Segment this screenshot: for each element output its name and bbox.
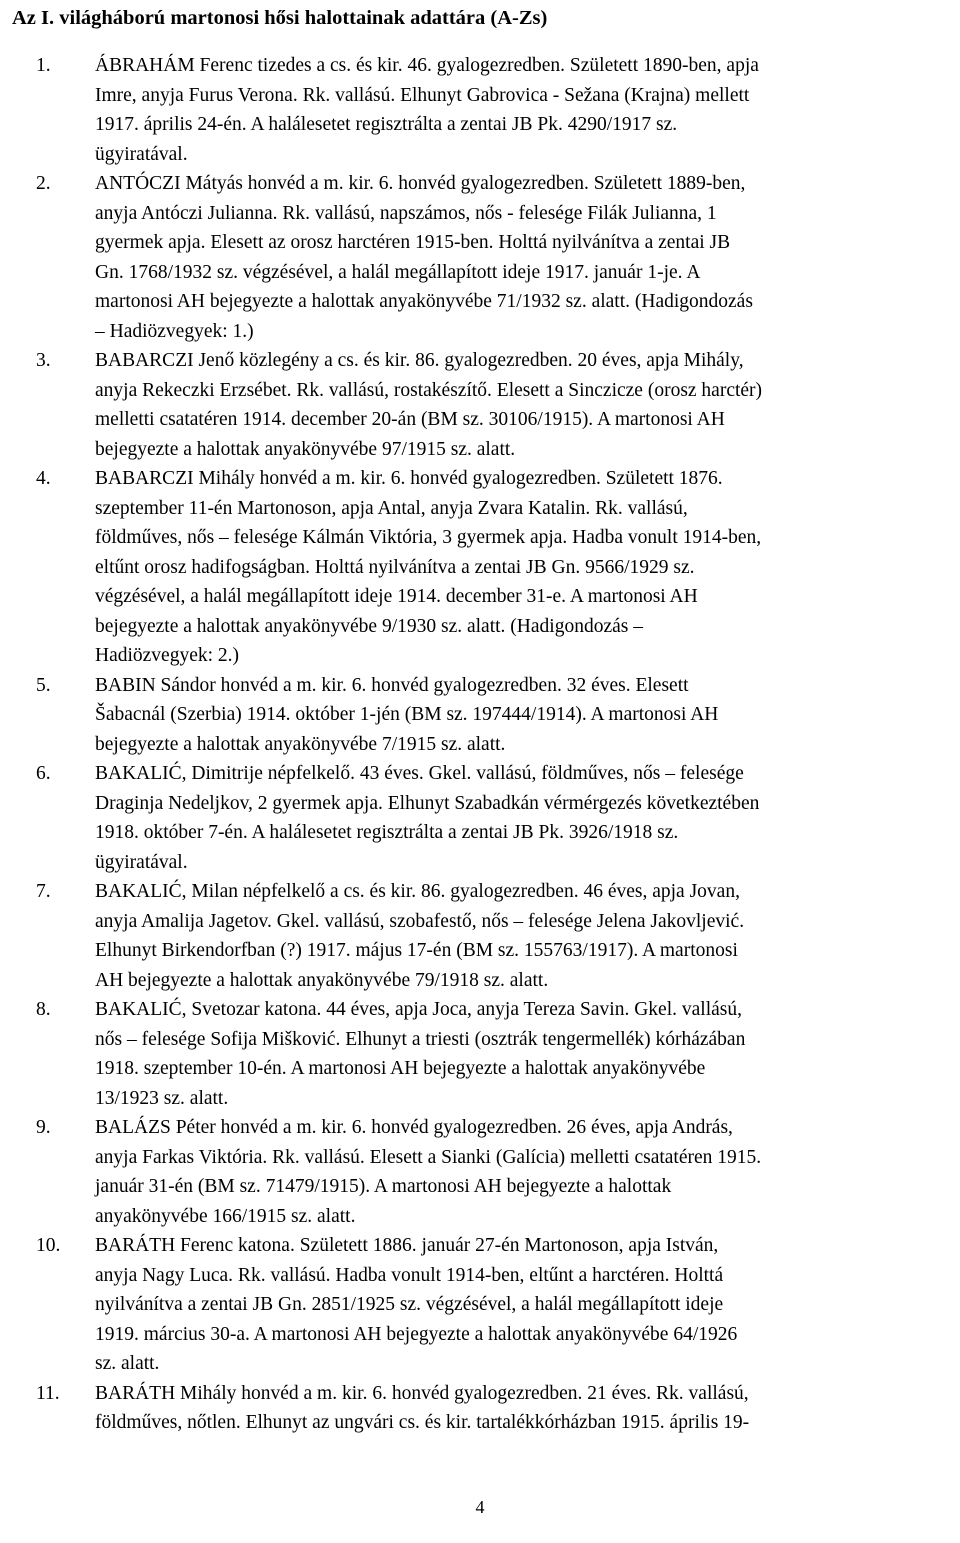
entry-text-line: anyja Farkas Viktória. Rk. vallású. Elesett a Sianki (Galícia) melletti csatatéren 1915. [95,1146,762,1168]
entry-text-line: nyilvánítva a zentai JB Gn. 2851/1925 sz. végzésével, a halál megállapított ideje [95,1294,724,1315]
entry-text-line: 1917. április 24-én. A halálesetet regisztrálta a zentai JB Pk. 4290/1917 sz. [95,114,678,135]
entry-text-line: bejegyezte a halottak anyakönyvébe 9/1930 sz. alatt. (Hadigondozás – [95,615,643,637]
entry-number: 4. [36,468,51,489]
entry-text-line: nős – felesége Sofija Mišković. Elhunyt a triesti (osztrák tengermellék) kórházában [95,1028,746,1050]
list-item [0,759,960,877]
list-item [0,1231,960,1379]
entry-text-line: anyja Rekeczki Erzsébet. Rk. vallású, rostakészítő. Elesett a Sinczicze (orosz harctér) [95,379,763,401]
entry-text-line: AH bejegyezte a halottak anyakönyvébe 79/1918 sz. alatt. [95,969,549,991]
page-title: Az I. világháború martonosi hősi halottainak adattára (A-Zs) [12,7,548,29]
entry-text-line: végzésével, a halál megállapított ideje 1914. december 31-e. A martonosi AH [95,586,698,607]
entry-text-line: ANTÓCZI Mátyás honvéd a m. kir. 6. honvéd gyalogezredben. Született 1889-ben, [95,173,746,194]
entry-text-line: bejegyezte a halottak anyakönyvébe 7/1915 sz. alatt. [95,733,506,755]
entry-number: 9. [36,1117,51,1138]
list-item [0,51,960,169]
entry-text-line: földműves, nős – felesége Kálmán Viktória, 3 gyermek apja. Hadba vonult 1914-ben, [95,527,762,548]
entry-text-line: 1919. március 30-a. A martonosi AH bejegyezte a halottak anyakönyvébe 64/1926 [95,1323,738,1345]
list-item [0,671,960,760]
entry-text-line: anyja Antóczi Julianna. Rk. vallású, napszámos, nős - felesége Filák Julianna, 1 [95,202,717,224]
list-item [0,1113,960,1231]
entry-text-line: BAKALIĆ, Svetozar katona. 44 éves, apja Joca, anyja Tereza Savin. Gkel. vallású, [95,999,742,1020]
entry-text-line: ügyiratával. [95,851,188,873]
list-item [0,877,960,995]
list-item [0,1379,960,1438]
entry-number: 2. [36,173,51,194]
list-item [0,346,960,464]
entry-number: 5. [36,674,51,696]
entry-text-line: – Hadiözvegyek: 1.) [95,320,254,342]
entry-text-line: BAKALIĆ, Dimitrije népfelkelő. 43 éves. Gkel. vallású, földműves, nős – felesége [95,763,744,784]
entry-text-line: BALÁZS Péter honvéd a m. kir. 6. honvéd gyalogezredben. 26 éves, apja András, [95,1117,733,1138]
entry-text-line: BABIN Sándor honvéd a m. kir. 6. honvéd gyalogezredben. 32 éves. Elesett [95,674,689,696]
entry-text-line: 1918. szeptember 10-én. A martonosi AH bejegyezte a halottak anyakönyvébe [95,1058,706,1079]
entry-text-line: ÁBRAHÁM Ferenc tizedes a cs. és kir. 46. gyalogezredben. Született 1890-ben, apja [95,55,759,76]
entry-text-line: Hadiözvegyek: 2.) [95,645,240,666]
entry-text-line: BABARCZI Jenő közlegény a cs. és kir. 86. gyalogezredben. 20 éves, apja Mihály, [95,350,744,371]
entry-text-line: eltűnt orosz hadifogságban. Holttá nyilvánítva a zentai JB Gn. 9566/1929 sz. [95,556,695,578]
entry-text-line: január 31-én (BM sz. 71479/1915). A martonosi AH bejegyezte a halottak [95,1176,672,1197]
page-number: 4 [475,1497,485,1517]
list-item [0,464,960,671]
entry-text-line: sz. alatt. [95,1353,160,1374]
entry-number: 11. [36,1382,60,1404]
entry-text-line: anyakönyvébe 166/1915 sz. alatt. [95,1205,356,1227]
entry-text-line: Imre, anyja Furus Verona. Rk. vallású. Elhunyt Gabrovica - Sežana (Krajna) mellett [95,84,750,106]
entry-text-line: martonosi AH bejegyezte a halottak anyakönyvébe 71/1932 sz. alatt. (Hadigondozás [95,291,753,312]
entry-text-line: BAKALIĆ, Milan népfelkelő a cs. és kir. 86. gyalogezredben. 46 éves, apja Jovan, [95,881,740,902]
entry-text-line: anyja Amalija Jagetov. Gkel. vallású, szobafestő, nős – felesége Jelena Jakovljević. [95,910,745,932]
entry-text-line: melletti csatatéren 1914. december 20-án (BM sz. 30106/1915). A martonosi AH [95,409,725,430]
entry-number: 1. [36,55,51,76]
entry-text-line: gyermek apja. Elesett az orosz harctéren 1915-ben. Holttá nyilvánítva a zentai JB [95,232,731,253]
entry-text-line: Gn. 1768/1932 sz. végzésével, a halál megállapított ideje 1917. január 1-je. A [95,261,701,283]
entry-text-line: anyja Nagy Luca. Rk. vallású. Hadba vonult 1914-ben, eltűnt a harctéren. Holttá [95,1264,724,1286]
entry-text-line: 13/1923 sz. alatt. [95,1087,229,1109]
entry-number: 7. [36,881,51,902]
entry-number: 6. [36,763,51,784]
entry-text-line: ügyiratával. [95,143,188,165]
entry-number: 3. [36,350,51,371]
entry-text-line: 1918. október 7-én. A halálesetet regisztrálta a zentai JB Pk. 3926/1918 sz. [95,822,679,843]
entry-text-line: földműves, nőtlen. Elhunyt az ungvári cs. és kir. tartalékkórházban 1915. április 19- [95,1412,750,1433]
list-item [0,995,960,1113]
entry-number: 8. [36,999,51,1020]
list-item [0,169,960,346]
entry-text-line: Draginja Nedeljkov, 2 gyermek apja. Elhunyt Szabadkán vérmérgezés következtében [95,792,760,814]
entry-text-line: Šabacnál (Szerbia) 1914. október 1-jén (BM sz. 197444/1914). A martonosi AH [95,704,719,725]
entry-number: 10. [36,1235,61,1256]
entry-text-line: BARÁTH Mihály honvéd a m. kir. 6. honvéd gyalogezredben. 21 éves. Rk. vallású, [95,1382,749,1404]
entry-text-line: szeptember 11-én Martonoson, apja Antal, anyja Zvara Katalin. Rk. vallású, [95,497,688,519]
entry-text-line: bejegyezte a halottak anyakönyvébe 97/1915 sz. alatt. [95,438,516,460]
entry-text-line: BARÁTH Ferenc katona. Született 1886. január 27-én Martonoson, apja István, [95,1235,719,1256]
entry-text-line: BABARCZI Mihály honvéd a m. kir. 6. honvéd gyalogezredben. Született 1876. [95,468,723,489]
entry-text-line: Elhunyt Birkendorfban (?) 1917. május 17-én (BM sz. 155763/1917). A martonosi [95,940,738,961]
